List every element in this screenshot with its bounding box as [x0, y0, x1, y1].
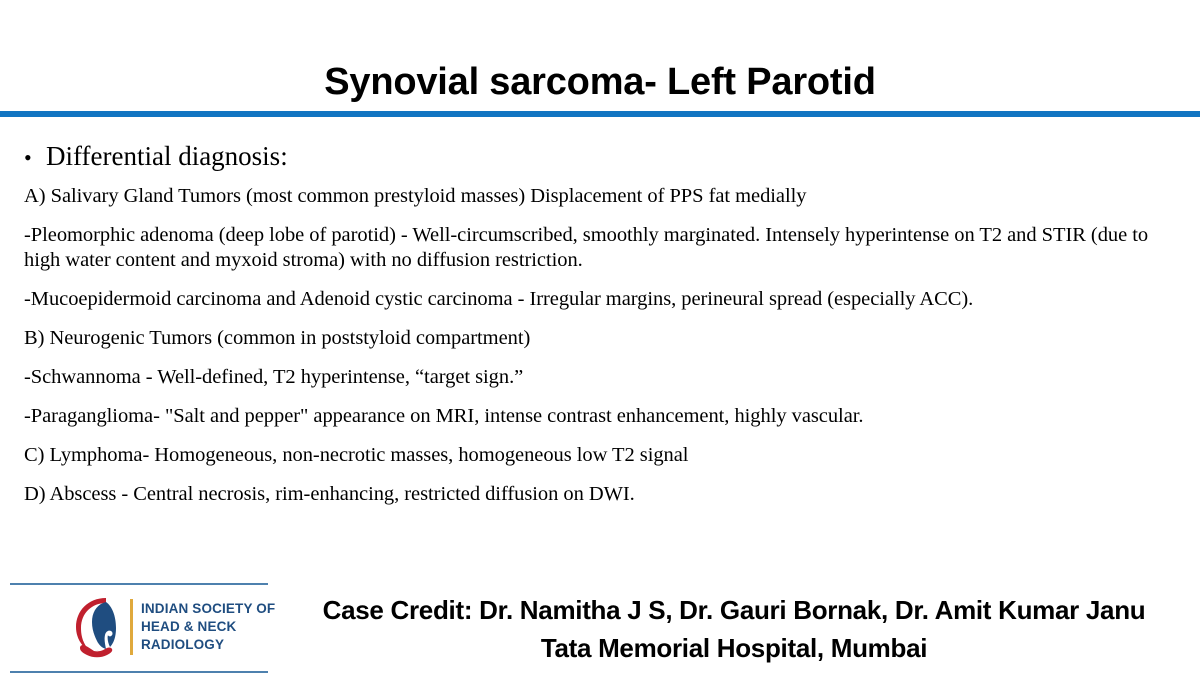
case-credit-institution: Tata Memorial Hospital, Mumbai: [540, 633, 928, 663]
diagnosis-paragraph-a: A) Salivary Gland Tumors (most common prestyloid masses) Displacement of PPS fat medially: [24, 185, 807, 207]
bullet-heading-label: Differential diagnosis:: [46, 141, 288, 171]
diagnosis-paragraph-mucoepidermoid: -Mucoepidermoid carcinoma and Adenoid cystic carcinoma - Irregular margins, perineural spread (especially ACC).: [24, 288, 974, 310]
logo-bottom-rule: [10, 671, 268, 673]
title-divider-rule: [0, 111, 1200, 117]
diagnosis-paragraph-c: C) Lymphoma- Homogeneous, non-necrotic masses, homogeneous low T2 signal: [24, 444, 689, 466]
logo-wordmark-line-3: RADIOLOGY: [141, 637, 225, 652]
differential-diagnosis-body: [24, 139, 1184, 521]
case-credit-authors: Case Credit: Dr. Namitha J S, Dr. Gauri Bornak, Dr. Amit Kumar Janu: [322, 595, 1146, 625]
page-title: Synovial sarcoma- Left Parotid: [324, 61, 876, 104]
list-item: [24, 139, 1184, 175]
logo-lockup: [72, 590, 275, 664]
logo-wordmark: [141, 600, 275, 654]
logo-divider: [130, 599, 133, 655]
diagnosis-paragraph-paraganglioma: -Paraganglioma- "Salt and pepper" appearance on MRI, intense contrast enhancement, highly vascular.: [24, 405, 864, 427]
diagnosis-paragraph-b: B) Neurogenic Tumors (common in poststyloid compartment): [24, 327, 531, 349]
diagnosis-paragraph-schwannoma: -Schwannoma - Well-defined, T2 hyperintense, “target sign.”: [24, 366, 524, 388]
bullet-icon: •: [24, 145, 32, 170]
diagnosis-paragraph-d: D) Abscess - Central necrosis, rim-enhancing, restricted diffusion on DWI.: [24, 483, 635, 505]
case-credit: [268, 591, 1200, 667]
society-logo-block: [10, 583, 276, 673]
head-and-neck-logo-icon: [72, 594, 128, 660]
logo-wordmark-line-1: INDIAN SOCIETY OF: [141, 601, 276, 616]
diagnosis-paragraph-pleomorphic: -Pleomorphic adenoma (deep lobe of parotid) - Well-circumscribed, smoothly marginated. Intensely hyperintense on T2 and STIR (due to high water content and myxoid stroma) with no diffusion restriction.: [24, 224, 1149, 271]
logo-top-rule: [10, 583, 268, 585]
logo-wordmark-line-2: HEAD & NECK: [141, 619, 237, 634]
